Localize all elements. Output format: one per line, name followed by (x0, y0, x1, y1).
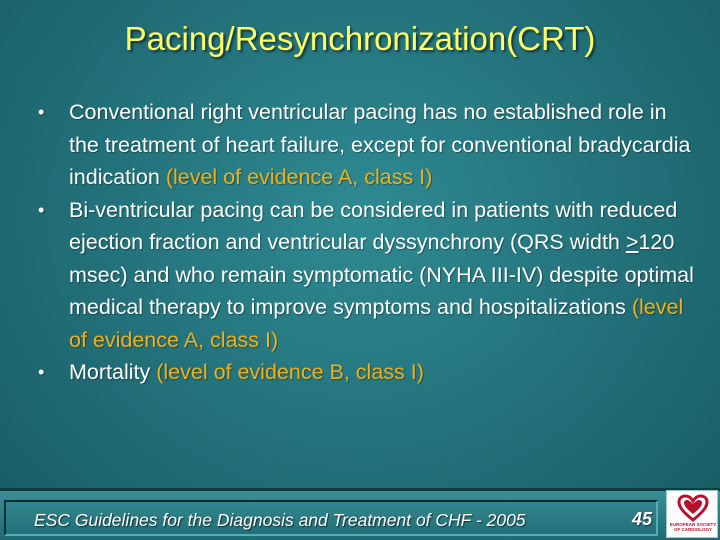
footer-text: ESC Guidelines for the Diagnosis and Treatment of CHF - 2005 (34, 510, 526, 530)
greater-equal-symbol: > (625, 230, 639, 254)
logo-text: EUROPEAN SOCIETY OF CARDIOLOGY (669, 522, 717, 532)
evidence-level: (level of evidence A, class I) (165, 165, 433, 189)
heart-icon (677, 494, 709, 522)
bullet-text: Mortality (69, 360, 157, 384)
bullet-text-continued: 120 msec) and who remain symptomatic (NYHA III-IV) despite optimal medical therapy to improve symptoms and hospitalizations (69, 230, 694, 319)
bullet-item (38, 194, 698, 357)
bullet-list (38, 96, 698, 389)
bullet-item (38, 356, 698, 389)
bullet-icon: • (38, 102, 45, 122)
bullet-text: Conventional right ventricular pacing has no established role in the treatment of heart failure, except for conventional bradycardia indication (69, 100, 691, 189)
bullet-item (38, 96, 698, 194)
bullet-icon: • (38, 199, 45, 220)
bullet-text: Bi-ventricular pacing can be considered in patients with reduced ejection fraction and ventricular dyssynchrony (QRS width (69, 197, 678, 254)
evidence-level: (level of evidence A, class I) (69, 295, 684, 352)
evidence-level: (level of evidence B, class I) (156, 360, 424, 384)
bullet-icon: • (38, 362, 45, 382)
esc-logo (666, 490, 718, 538)
slide-title: Pacing/Resynchronization(CRT) (124, 20, 596, 57)
page-number: 45 (631, 509, 652, 529)
